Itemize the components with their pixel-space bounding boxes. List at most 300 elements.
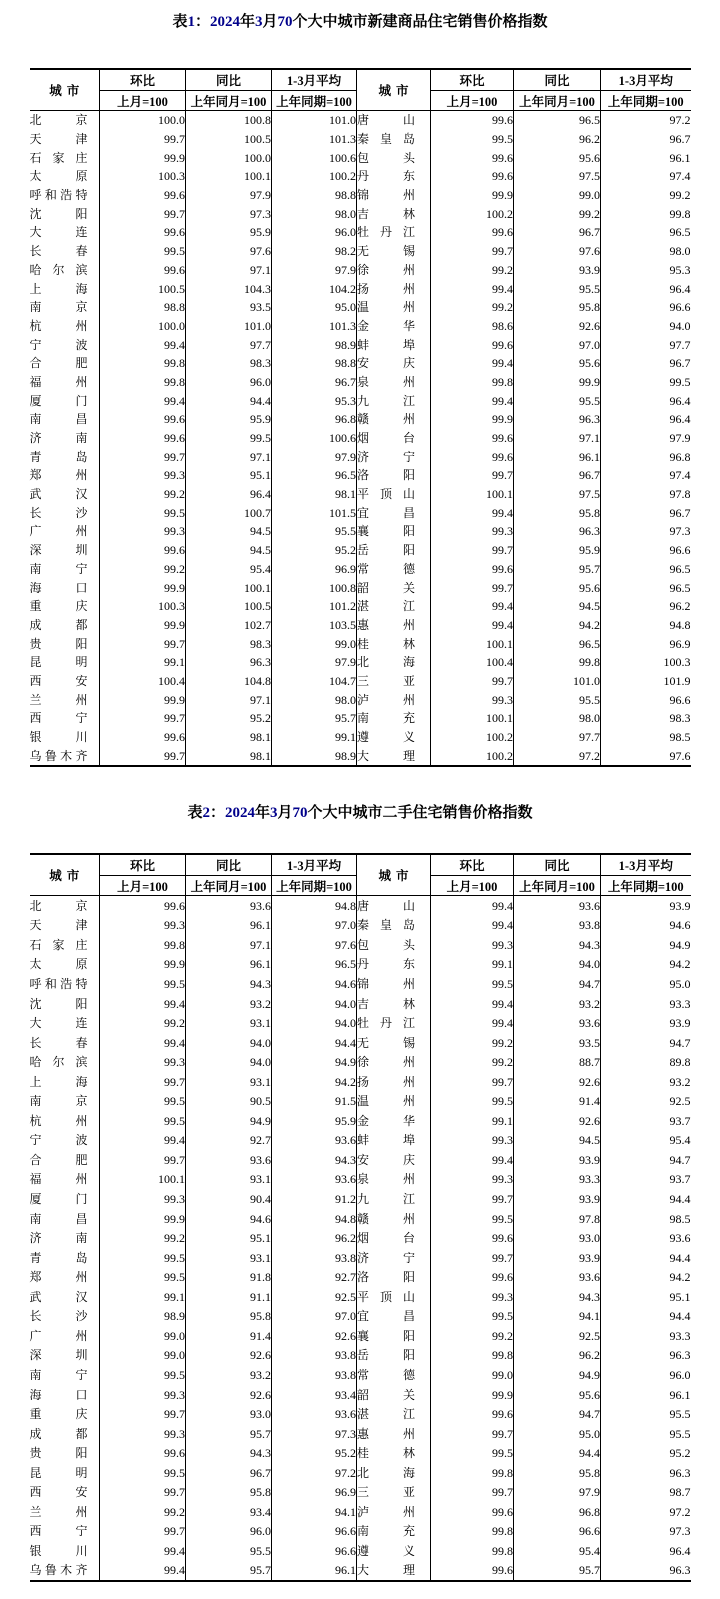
city-name: 无锡 xyxy=(357,244,415,259)
header-mom-base: 上月=100 xyxy=(100,91,186,111)
city-cell xyxy=(357,1209,431,1229)
city-name: 桂林 xyxy=(357,1446,415,1461)
city-name: 宁波 xyxy=(29,337,88,352)
mom-cell: 99.5 xyxy=(431,130,514,149)
avg-cell: 98.8 xyxy=(272,354,357,373)
city-cell xyxy=(30,1248,100,1268)
header-yoy: 同比 xyxy=(186,69,272,91)
mom-cell: 99.6 xyxy=(431,167,514,186)
yoy-cell: 93.1 xyxy=(186,1072,272,1092)
mom-cell: 99.3 xyxy=(100,1385,186,1405)
city-cell xyxy=(30,317,100,336)
city-name: 温州 xyxy=(357,300,415,315)
avg-cell: 94.0 xyxy=(601,317,691,336)
avg-cell: 101.3 xyxy=(272,317,357,336)
city-cell xyxy=(357,1189,431,1209)
avg-cell: 99.0 xyxy=(272,634,357,653)
city-name: 北京 xyxy=(29,113,88,128)
city-cell xyxy=(30,1365,100,1385)
city-name: 三亚 xyxy=(357,673,415,688)
mom-cell: 99.2 xyxy=(100,1228,186,1248)
yoy-cell: 95.7 xyxy=(186,1561,272,1582)
city-cell xyxy=(357,1267,431,1287)
mom-cell: 99.1 xyxy=(100,1287,186,1307)
avg-cell: 96.5 xyxy=(601,223,691,242)
avg-cell: 98.9 xyxy=(272,335,357,354)
avg-cell: 100.6 xyxy=(272,148,357,167)
mom-cell: 99.3 xyxy=(431,1131,514,1151)
avg-cell: 93.8 xyxy=(272,1365,357,1385)
avg-cell: 89.8 xyxy=(601,1052,691,1072)
mom-cell: 99.4 xyxy=(100,335,186,354)
city-cell xyxy=(30,223,100,242)
yoy-cell: 98.3 xyxy=(186,634,272,653)
city-cell xyxy=(357,1541,431,1561)
city-cell xyxy=(357,616,431,635)
city-cell xyxy=(30,1346,100,1366)
city-cell xyxy=(357,728,431,747)
avg-cell: 96.8 xyxy=(272,410,357,429)
city-name: 呼和浩特 xyxy=(29,188,88,203)
table-row xyxy=(30,1033,691,1053)
yoy-cell: 102.7 xyxy=(186,616,272,635)
yoy-cell: 95.4 xyxy=(514,1541,601,1561)
yoy-cell: 93.9 xyxy=(514,1150,601,1170)
avg-cell: 98.8 xyxy=(272,186,357,205)
avg-cell: 94.1 xyxy=(272,1502,357,1522)
city-cell xyxy=(30,1561,100,1582)
yoy-cell: 94.3 xyxy=(186,974,272,994)
yoy-cell: 94.9 xyxy=(514,1365,601,1385)
mom-cell: 99.6 xyxy=(431,223,514,242)
city-name: 扬州 xyxy=(357,1074,415,1089)
yoy-cell: 95.4 xyxy=(186,560,272,579)
city-cell xyxy=(30,1150,100,1170)
table-row xyxy=(30,1326,691,1346)
city-name: 杭州 xyxy=(29,318,88,333)
city-cell xyxy=(30,597,100,616)
avg-cell: 94.8 xyxy=(272,1209,357,1229)
table-row xyxy=(30,1307,691,1327)
city-name: 韶关 xyxy=(357,580,415,595)
city-name: 哈尔滨 xyxy=(29,262,88,277)
mom-cell: 99.7 xyxy=(431,578,514,597)
table-row xyxy=(30,1424,691,1444)
city-name: 南昌 xyxy=(29,412,88,427)
yoy-cell: 95.8 xyxy=(186,1482,272,1502)
avg-cell: 93.7 xyxy=(601,1111,691,1131)
table-row xyxy=(30,167,691,186)
city-name: 武汉 xyxy=(29,1289,88,1304)
header-city: 城市 xyxy=(30,69,100,111)
yoy-cell: 100.5 xyxy=(186,597,272,616)
city-cell xyxy=(30,1189,100,1209)
table-row xyxy=(30,1541,691,1561)
yoy-cell: 92.6 xyxy=(514,317,601,336)
city-name: 广州 xyxy=(29,1328,88,1343)
city-cell xyxy=(30,466,100,485)
city-cell xyxy=(357,955,431,975)
city-name: 锦州 xyxy=(357,188,415,203)
city-name: 合肥 xyxy=(29,356,88,371)
header-yoy-base: 上年同月=100 xyxy=(514,91,601,111)
avg-cell: 94.8 xyxy=(601,616,691,635)
table-row xyxy=(30,261,691,280)
table-row xyxy=(30,1072,691,1092)
yoy-cell: 94.0 xyxy=(186,1052,272,1072)
city-cell xyxy=(30,746,100,766)
avg-cell: 93.2 xyxy=(601,1072,691,1092)
yoy-cell: 94.1 xyxy=(514,1307,601,1327)
yoy-cell: 99.0 xyxy=(514,186,601,205)
city-name: 惠州 xyxy=(357,617,415,632)
city-name: 长春 xyxy=(29,1035,88,1050)
yoy-cell: 93.1 xyxy=(186,1248,272,1268)
avg-cell: 96.1 xyxy=(601,148,691,167)
header-mom: 环比 xyxy=(431,854,514,876)
city-name: 沈阳 xyxy=(29,996,88,1011)
city-cell xyxy=(357,298,431,317)
yoy-cell: 95.5 xyxy=(186,1541,272,1561)
city-cell xyxy=(357,935,431,955)
mom-cell: 99.9 xyxy=(100,690,186,709)
mom-cell: 99.2 xyxy=(431,261,514,280)
city-cell xyxy=(357,896,431,916)
mom-cell: 99.9 xyxy=(100,955,186,975)
yoy-cell: 99.5 xyxy=(186,429,272,448)
city-cell xyxy=(30,1267,100,1287)
yoy-cell: 97.9 xyxy=(514,1482,601,1502)
city-name: 长沙 xyxy=(29,1309,88,1324)
avg-cell: 97.6 xyxy=(601,746,691,766)
yoy-cell: 94.5 xyxy=(186,522,272,541)
mom-cell: 100.2 xyxy=(431,204,514,223)
city-cell xyxy=(30,1052,100,1072)
header-avg-base: 上年同期=100 xyxy=(272,91,357,111)
city-cell xyxy=(357,1131,431,1151)
table-row xyxy=(30,204,691,223)
city-cell xyxy=(357,1365,431,1385)
city-name: 重庆 xyxy=(29,1407,88,1422)
mom-cell: 99.5 xyxy=(431,1443,514,1463)
header-mom: 环比 xyxy=(431,69,514,91)
avg-cell: 104.2 xyxy=(272,279,357,298)
city-cell xyxy=(30,1541,100,1561)
yoy-cell: 98.3 xyxy=(186,354,272,373)
city-name: 郑州 xyxy=(29,1270,88,1285)
city-cell xyxy=(357,541,431,560)
table-row xyxy=(30,298,691,317)
mom-cell: 99.7 xyxy=(100,1482,186,1502)
yoy-cell: 96.7 xyxy=(186,1463,272,1483)
table-row xyxy=(30,634,691,653)
yoy-cell: 100.8 xyxy=(186,111,272,130)
yoy-cell: 92.6 xyxy=(514,1111,601,1131)
city-name: 丹东 xyxy=(357,169,415,184)
avg-cell: 98.0 xyxy=(272,690,357,709)
yoy-cell: 97.2 xyxy=(514,746,601,766)
city-name: 锦州 xyxy=(357,977,415,992)
mom-cell: 99.4 xyxy=(431,279,514,298)
yoy-cell: 99.2 xyxy=(514,204,601,223)
avg-cell: 93.8 xyxy=(272,1248,357,1268)
yoy-cell: 98.1 xyxy=(186,728,272,747)
yoy-cell: 96.4 xyxy=(186,485,272,504)
city-name: 宜昌 xyxy=(357,1309,415,1324)
table-row xyxy=(30,485,691,504)
avg-cell: 95.9 xyxy=(272,1111,357,1131)
mom-cell: 100.0 xyxy=(100,111,186,130)
yoy-cell: 96.1 xyxy=(186,955,272,975)
mom-cell: 99.9 xyxy=(100,1209,186,1229)
table-row xyxy=(30,672,691,691)
city-cell xyxy=(30,653,100,672)
city-name: 南宁 xyxy=(29,1367,88,1382)
yoy-cell: 93.6 xyxy=(186,896,272,916)
mom-cell: 98.6 xyxy=(431,317,514,336)
table-row xyxy=(30,1052,691,1072)
avg-cell: 94.4 xyxy=(272,1033,357,1053)
city-name: 哈尔滨 xyxy=(29,1055,88,1070)
yoy-cell: 94.5 xyxy=(514,1131,601,1151)
new-home-price-index-table xyxy=(30,68,691,767)
city-name: 济南 xyxy=(29,1231,88,1246)
mom-cell: 99.1 xyxy=(431,1111,514,1131)
table-row xyxy=(30,1502,691,1522)
mom-cell: 99.2 xyxy=(100,1502,186,1522)
table2-title: 表2：2024年3月70个大中城市二手住宅销售价格指数 xyxy=(187,805,533,822)
avg-cell: 93.9 xyxy=(601,1013,691,1033)
city-name: 烟台 xyxy=(357,1231,415,1246)
city-cell xyxy=(30,1326,100,1346)
city-name: 吉林 xyxy=(357,996,415,1011)
avg-cell: 98.7 xyxy=(601,1482,691,1502)
city-name: 厦门 xyxy=(29,1192,88,1207)
mom-cell: 99.2 xyxy=(431,1033,514,1053)
city-name: 无锡 xyxy=(357,1035,415,1050)
yoy-cell: 95.7 xyxy=(514,1561,601,1582)
city-cell xyxy=(30,1228,100,1248)
city-cell xyxy=(357,261,431,280)
avg-cell: 94.0 xyxy=(272,1013,357,1033)
mom-cell: 99.6 xyxy=(431,148,514,167)
mom-cell: 99.7 xyxy=(431,466,514,485)
avg-cell: 97.6 xyxy=(272,935,357,955)
mom-cell: 99.6 xyxy=(100,896,186,916)
mom-cell: 99.3 xyxy=(100,1424,186,1444)
avg-cell: 97.4 xyxy=(601,466,691,485)
city-cell xyxy=(357,130,431,149)
city-cell xyxy=(357,1092,431,1112)
city-name: 兰州 xyxy=(29,1504,88,1519)
city-cell xyxy=(30,1287,100,1307)
city-name: 青岛 xyxy=(29,449,88,464)
yoy-cell: 93.1 xyxy=(186,1013,272,1033)
avg-cell: 95.2 xyxy=(272,1443,357,1463)
mom-cell: 99.8 xyxy=(431,1522,514,1542)
header-yoy: 同比 xyxy=(514,69,601,91)
yoy-cell: 93.5 xyxy=(186,298,272,317)
city-name: 平顶山 xyxy=(357,1289,415,1304)
mom-cell: 99.7 xyxy=(100,634,186,653)
mom-cell: 99.9 xyxy=(431,1385,514,1405)
yoy-cell: 93.2 xyxy=(514,994,601,1014)
avg-cell: 96.7 xyxy=(601,130,691,149)
yoy-cell: 97.7 xyxy=(514,728,601,747)
city-cell xyxy=(30,429,100,448)
yoy-cell: 92.7 xyxy=(186,1131,272,1151)
table-row xyxy=(30,1443,691,1463)
city-name: 徐州 xyxy=(357,262,415,277)
yoy-cell: 96.3 xyxy=(514,522,601,541)
avg-cell: 103.5 xyxy=(272,616,357,635)
city-name: 西安 xyxy=(29,673,88,688)
yoy-cell: 96.6 xyxy=(514,1522,601,1542)
mom-cell: 99.7 xyxy=(100,204,186,223)
city-name: 南昌 xyxy=(29,1211,88,1226)
city-cell xyxy=(357,1522,431,1542)
city-cell xyxy=(357,391,431,410)
mom-cell: 99.4 xyxy=(431,597,514,616)
city-cell xyxy=(30,391,100,410)
city-name: 韶关 xyxy=(357,1387,415,1402)
city-cell xyxy=(30,690,100,709)
yoy-cell: 94.5 xyxy=(186,541,272,560)
city-name: 上海 xyxy=(29,281,88,296)
city-name: 洛阳 xyxy=(357,468,415,483)
mom-cell: 99.6 xyxy=(100,186,186,205)
avg-cell: 95.5 xyxy=(601,1404,691,1424)
mom-cell: 99.3 xyxy=(431,1287,514,1307)
avg-cell: 100.2 xyxy=(272,167,357,186)
yoy-cell: 97.6 xyxy=(514,242,601,261)
city-cell xyxy=(357,597,431,616)
city-cell xyxy=(30,1170,100,1190)
city-cell xyxy=(357,1346,431,1366)
avg-cell: 97.3 xyxy=(601,1522,691,1542)
city-cell xyxy=(357,1111,431,1131)
city-name: 西宁 xyxy=(29,711,88,726)
city-cell xyxy=(357,466,431,485)
yoy-cell: 92.6 xyxy=(186,1346,272,1366)
mom-cell: 99.9 xyxy=(431,186,514,205)
yoy-cell: 93.2 xyxy=(186,994,272,1014)
mom-cell: 99.6 xyxy=(100,261,186,280)
city-cell xyxy=(30,916,100,936)
city-cell xyxy=(357,186,431,205)
city-name: 吉林 xyxy=(357,206,415,221)
table-row xyxy=(30,896,691,916)
mom-cell: 99.6 xyxy=(431,447,514,466)
avg-cell: 98.5 xyxy=(601,728,691,747)
avg-cell: 97.4 xyxy=(601,167,691,186)
mom-cell: 99.7 xyxy=(431,1189,514,1209)
city-cell xyxy=(357,1052,431,1072)
avg-cell: 92.6 xyxy=(272,1326,357,1346)
mom-cell: 99.7 xyxy=(100,709,186,728)
city-name: 岳阳 xyxy=(357,1348,415,1363)
city-cell xyxy=(30,242,100,261)
city-name: 西安 xyxy=(29,1485,88,1500)
yoy-cell: 97.8 xyxy=(514,1209,601,1229)
city-name: 赣州 xyxy=(357,412,415,427)
avg-cell: 96.9 xyxy=(601,634,691,653)
city-cell xyxy=(30,1522,100,1542)
yoy-cell: 92.5 xyxy=(514,1326,601,1346)
city-cell xyxy=(30,373,100,392)
avg-cell: 99.8 xyxy=(601,204,691,223)
yoy-cell: 94.9 xyxy=(186,1111,272,1131)
table-row xyxy=(30,1482,691,1502)
table-row xyxy=(30,916,691,936)
city-cell xyxy=(357,1482,431,1502)
yoy-cell: 95.8 xyxy=(186,1307,272,1327)
avg-cell: 95.4 xyxy=(601,1131,691,1151)
avg-cell: 97.0 xyxy=(272,916,357,936)
city-cell xyxy=(30,485,100,504)
mom-cell: 99.8 xyxy=(100,354,186,373)
avg-cell: 96.1 xyxy=(601,1385,691,1405)
yoy-cell: 97.5 xyxy=(514,485,601,504)
city-cell xyxy=(357,1228,431,1248)
avg-cell: 97.3 xyxy=(601,522,691,541)
table-row xyxy=(30,1111,691,1131)
mom-cell: 99.4 xyxy=(431,916,514,936)
yoy-cell: 91.4 xyxy=(186,1326,272,1346)
mom-cell: 99.9 xyxy=(431,410,514,429)
city-name: 南宁 xyxy=(29,561,88,576)
avg-cell: 98.1 xyxy=(272,485,357,504)
avg-cell: 94.2 xyxy=(601,1267,691,1287)
yoy-cell: 90.4 xyxy=(186,1189,272,1209)
avg-cell: 95.0 xyxy=(272,298,357,317)
header-avg: 1-3月平均 xyxy=(601,69,691,91)
table-row xyxy=(30,1092,691,1112)
city-name: 银川 xyxy=(29,1543,88,1558)
yoy-cell: 93.9 xyxy=(514,261,601,280)
table-row xyxy=(30,994,691,1014)
mom-cell: 99.7 xyxy=(431,1482,514,1502)
mom-cell: 99.7 xyxy=(100,130,186,149)
mom-cell: 100.2 xyxy=(431,728,514,747)
yoy-cell: 93.6 xyxy=(514,1013,601,1033)
mom-cell: 99.9 xyxy=(100,616,186,635)
city-cell xyxy=(357,1248,431,1268)
mom-cell: 99.6 xyxy=(431,429,514,448)
avg-cell: 101.5 xyxy=(272,503,357,522)
city-name: 温州 xyxy=(357,1094,415,1109)
city-cell xyxy=(357,560,431,579)
avg-cell: 101.2 xyxy=(272,597,357,616)
city-name: 金华 xyxy=(357,1113,415,1128)
avg-cell: 98.3 xyxy=(601,709,691,728)
mom-cell: 99.8 xyxy=(431,373,514,392)
table-row xyxy=(30,186,691,205)
avg-cell: 95.2 xyxy=(601,1443,691,1463)
city-name: 银川 xyxy=(29,730,88,745)
header-avg-base: 上年同期=100 xyxy=(601,876,691,896)
avg-cell: 96.9 xyxy=(272,560,357,579)
yoy-cell: 93.4 xyxy=(186,1502,272,1522)
mom-cell: 99.9 xyxy=(100,148,186,167)
yoy-cell: 96.1 xyxy=(514,447,601,466)
table-row xyxy=(30,597,691,616)
mom-cell: 99.7 xyxy=(100,746,186,766)
avg-cell: 96.6 xyxy=(601,541,691,560)
yoy-cell: 95.6 xyxy=(514,1385,601,1405)
header-mom: 环比 xyxy=(100,854,186,876)
mom-cell: 99.4 xyxy=(431,354,514,373)
